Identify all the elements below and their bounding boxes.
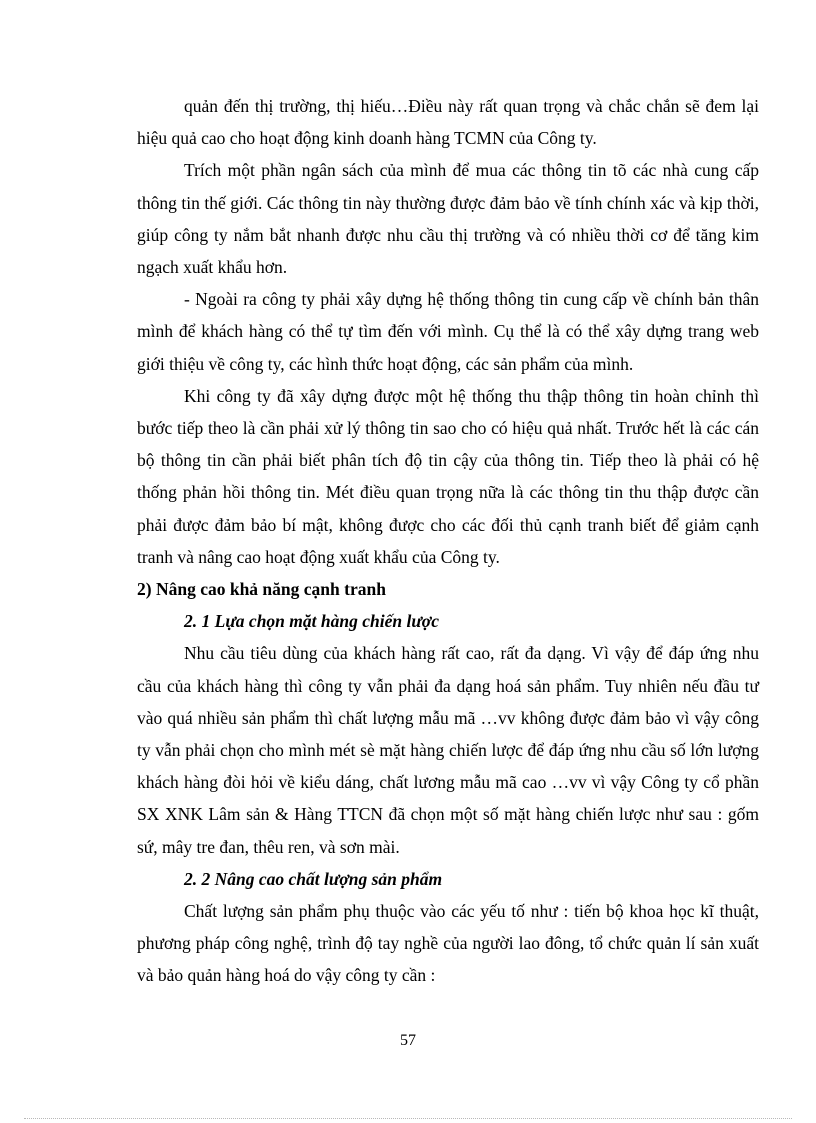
subsection-heading-strategic-products: 2. 1 Lựa chọn mặt hàng chiến lược [184, 611, 439, 632]
subsection-heading-product-quality: 2. 2 Nâng cao chất lượng sản phẩm [184, 868, 443, 889]
paragraph-strategic-products: Nhu cầu tiêu dùng của khách hàng rất cao, rất đa dạng. Vì vậy để đáp ứng nhu cầu của khách hàng thì công ty vẫn phải đa dạng hoá sản phẩm. Tuy nhiên nếu đầu tư vào quá nhiều sản phẩm thì chất lượng mẫu mã …vv không được đảm bảo vì vậy công ty vẫn phải chọn cho mình mét sè mặt hàng chiến lược để đáp ứng nhu cầu số lớn lượng khách hàng đòi hỏi về kiểu dáng, chất lương mẫu mã cao …vv vì vậy Công ty cổ phần SX XNK Lâm sản & Hàng TTCN đã chọn một số mặt hàng chiến lược như sau : gốm sứ, mây tre đan, thêu ren, và sơn mài. [137, 643, 759, 857]
paragraph-budget-info: Trích một phần ngân sách của mình để mua các thông tin tõ các nhà cung cấp thông tin thế giới. Các thông tin này thường được đảm bảo về tính chính xác và kịp thời, giúp công ty nắm bắt nhanh được nhu cầu thị trường và có nhiều thời cơ để tăng kim ngạch xuất khẩu hơn. [137, 160, 759, 278]
page-bottom-divider [24, 1118, 792, 1119]
section-heading: 2) Nâng cao khả năng cạnh tranh [137, 579, 386, 600]
paragraph-market-taste: quản đến thị trường, thị hiếu…Điều này rất quan trọng và chắc chắn sẽ đem lại hiệu quả cao cho hoạt động kinh doanh hàng TCMN của Công ty. [137, 96, 759, 149]
paragraph-own-info-system: - Ngoài ra công ty phải xây dựng hệ thống thông tin cung cấp về chính bản thân mình để khách hàng có thể tự tìm đến với mình. Cụ thể là có thể xây dựng trang web giới thiệu về công ty, các hình thức hoạt động, các sản phẩm của mình. [137, 289, 759, 374]
page-number: 57 [400, 1032, 416, 1049]
page-body [137, 90, 759, 992]
paragraph-info-processing: Khi công ty đã xây dựng được một hệ thống thu thập thông tin hoàn chỉnh thì bước tiếp theo là cần phải xử lý thông tin sao cho có hiệu quả nhất. Trước hết là các cán bộ thông tin cần phải biết phân tích độ tin cậy của thông tin. Tiếp theo là phải có hệ thống phản hồi thông tin. Mét điều quan trọng nữa là các thông tin thu thập được cần phải được đảm bảo bí mật, không được cho các đối thủ cạnh tranh biết để giảm cạnh tranh và nâng cao hoạt động xuất khẩu của Công ty. [137, 385, 759, 567]
paragraph-product-quality: Chất lượng sản phẩm phụ thuộc vào các yếu tố như : tiến bộ khoa học kĩ thuật, phương pháp công nghệ, trình độ tay nghề của người lao đông, tổ chức quản lí sản xuất và bảo quản hàng hoá do vậy công ty cần : [137, 901, 759, 986]
